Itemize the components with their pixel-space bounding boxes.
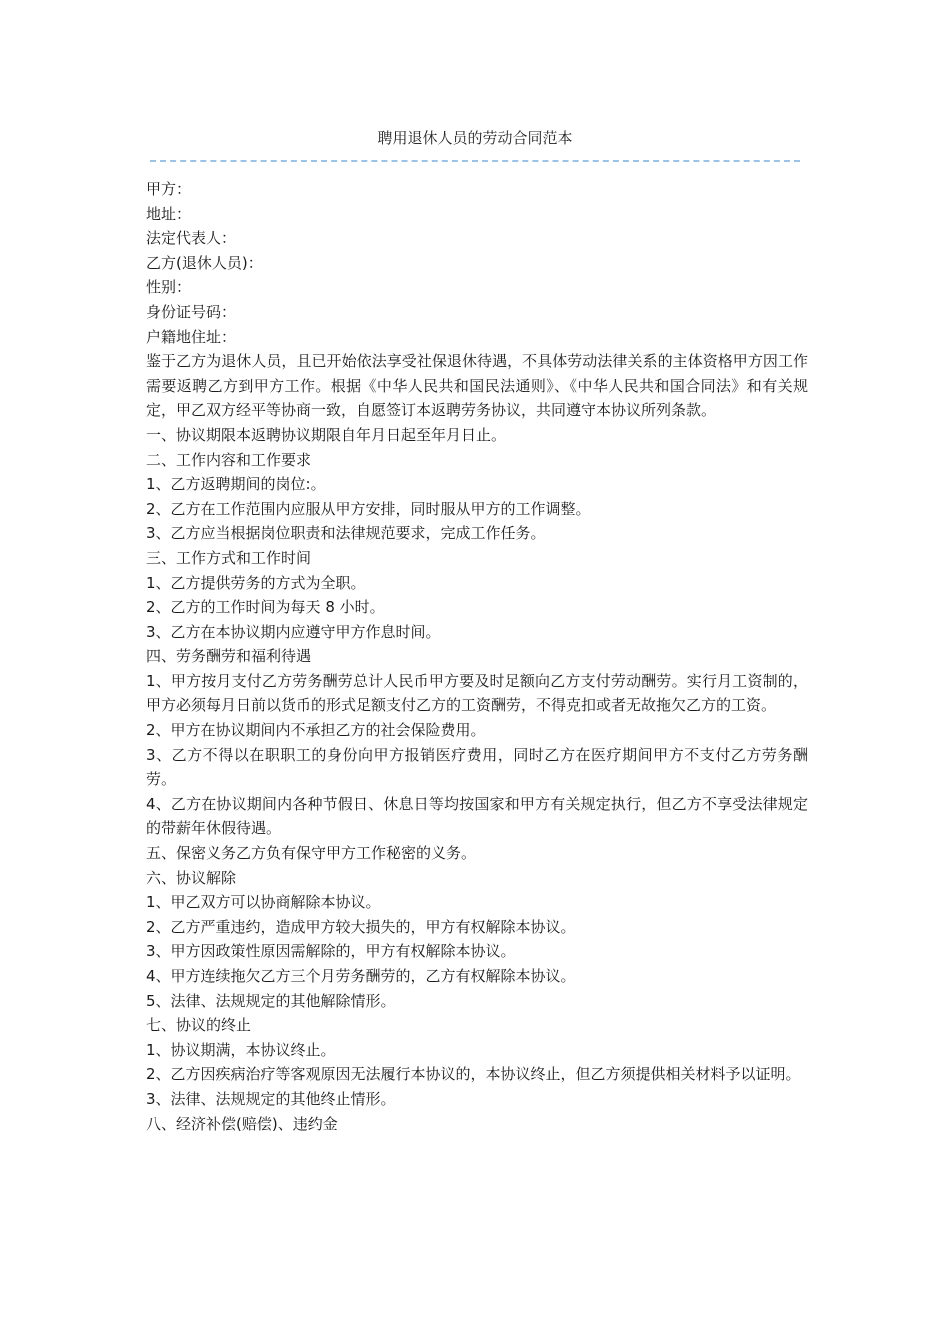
title-divider [150,160,800,162]
document-paragraph: 户籍地住址： [146,327,237,346]
document-paragraph: 性别： [146,278,192,297]
document-paragraph: 1、乙方返聘期间的岗位:。 [146,475,326,494]
document-paragraph: 四、劳务酬劳和福利待遇 [146,647,312,666]
document-paragraph: 身份证号码： [146,302,237,321]
document-paragraph: 1、甲方按月支付乙方劳务酬劳总计人民币甲方要及时足额向乙方支付劳动酬劳。实行月工资制的，甲方必须每月日前以货币的形式足额支付乙方的工资酬劳，不得克扣或者无故拖欠乙方的工资。 [146,671,808,715]
document-paragraph: 2、乙方因疾病治疗等客观原因无法履行本协议的，本协议终止，但乙方须提供相关材料予以证明。 [146,1065,801,1084]
document-paragraph: 2、甲方在协议期间内不承担乙方的社会保险费用。 [146,721,486,740]
document-paragraph: 4、甲方连续拖欠乙方三个月劳务酬劳的，乙方有权解除本协议。 [146,967,576,985]
document-paragraph: 八、经济补偿(赔偿)、违约金 [146,1114,338,1133]
document-paragraph: 2、乙方严重违约，造成甲方较大损失的，甲方有权解除本协议。 [146,917,576,936]
document-paragraph: 4、乙方在协议期间内各种节假日、休息日等均按国家和甲方有关规定执行，但乙方不享受法律规定的带薪年休假待遇。 [146,794,808,838]
document-paragraph: 5、法律、法规规定的其他解除情形。 [146,991,396,1010]
document-paragraph: 二、工作内容和工作要求 [146,450,312,469]
document-paragraph: 1、协议期满，本协议终止。 [146,1040,336,1059]
document-paragraph: 1、乙方提供劳务的方式为全职。 [146,573,366,592]
document-paragraph: 六、协议解除 [146,868,237,887]
document-paragraph: 1、甲乙双方可以协商解除本协议。 [146,893,381,912]
document-paragraph: 地址： [146,204,192,223]
document-paragraph: 3、甲方因政策性原因需解除的，甲方有权解除本协议。 [146,942,516,961]
document-paragraph: 三、工作方式和工作时间 [146,548,312,567]
document-paragraph: 2、乙方的工作时间为每天 8 小时。 [146,598,385,617]
document-paragraph: 甲方： [146,180,192,198]
document-paragraph: 3、乙方在本协议期内应遵守甲方作息时间。 [146,622,441,641]
document-paragraph: 法定代表人： [146,229,237,248]
document-paragraph: 一、协议期限本返聘协议期限自年月日起至年月日止。 [146,425,507,444]
document-paragraph: 五、保密义务乙方负有保守甲方工作秘密的义务。 [146,844,477,863]
document-paragraph: 3、乙方应当根据岗位职责和法律规范要求，完成工作任务。 [146,524,546,543]
document-paragraph: 3、乙方不得以在职职工的身份向甲方报销医疗费用，同时乙方在医疗期间甲方不支付乙方劳务酬劳。 [146,745,808,789]
document-paragraph: 鉴于乙方为退休人员，且已开始依法享受社保退休待遇，不具体劳动法律关系的主体资格甲方因工作需要返聘乙方到甲方工作。根据《中华人民共和国民法通则》、《中华人民共和国合同法》和有关规定，甲乙双方经平等协商一致，自愿签订本返聘劳务协议，共同遵守本协议所列条款。 [146,352,808,420]
document-paragraph: 3、法律、法规规定的其他终止情形。 [146,1089,396,1108]
document-body [146,177,808,1136]
document-paragraph: 七、协议的终止 [146,1016,252,1035]
document-paragraph: 2、乙方在工作范围内应服从甲方安排，同时服从甲方的工作调整。 [146,499,591,518]
document-title: 聘用退休人员的劳动合同范本 [377,129,573,147]
document-paragraph: 乙方(退休人员)： [146,253,263,272]
